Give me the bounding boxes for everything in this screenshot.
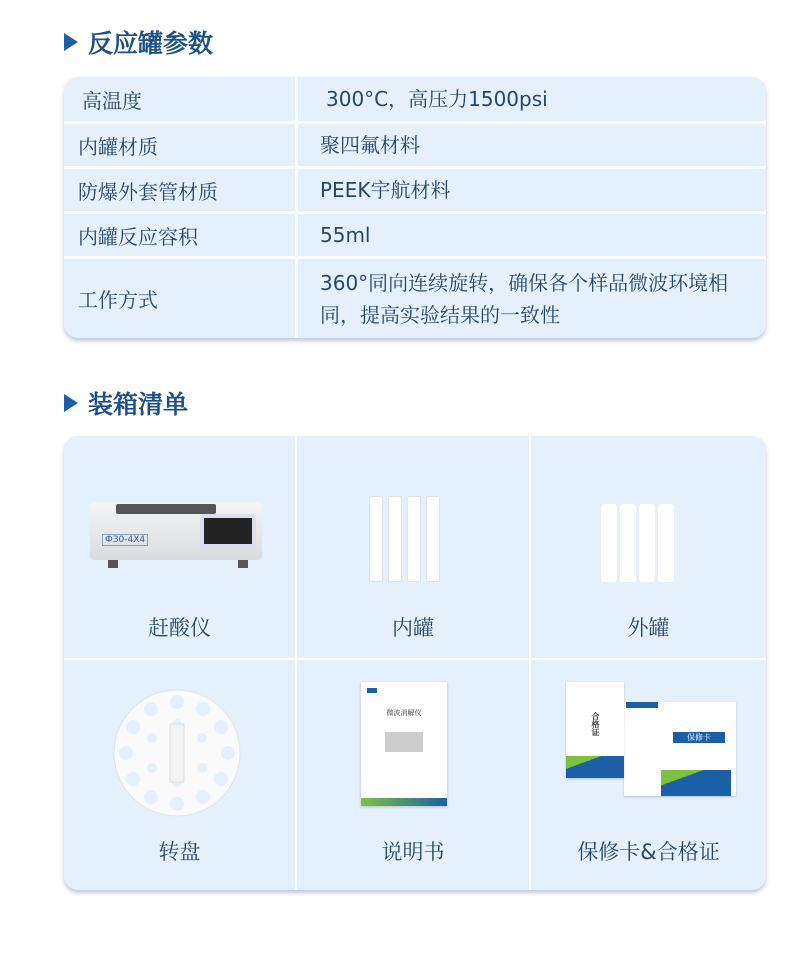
row-key: 内罐反应容积 (64, 214, 298, 256)
table-row (64, 259, 766, 338)
packing-grid (64, 436, 766, 890)
row-value: 55ml (320, 223, 371, 247)
heading-text: 装箱清单 (88, 390, 189, 419)
section-heading-packing (64, 385, 188, 421)
outer-tank-image (601, 504, 677, 582)
row-key: 防爆外套管材质 (64, 169, 298, 211)
row-key: 高温度 (64, 77, 298, 121)
acid-evaporator-image (88, 502, 264, 572)
row-value: 聚四氟材料 (320, 133, 420, 157)
turntable-image (112, 688, 242, 818)
row-key: 内罐材质 (64, 124, 298, 166)
item-label: 内罐 (392, 616, 434, 640)
params-table (64, 77, 766, 338)
certificate-text: 合格证 (591, 712, 600, 736)
triangle-icon (64, 394, 78, 412)
packing-item-acid-evaporator (64, 436, 297, 660)
row-key: 工作方式 (64, 259, 298, 338)
section-heading-params (64, 24, 213, 60)
warranty-certificate-image (566, 682, 736, 802)
manual-image (361, 682, 447, 806)
table-row (64, 77, 766, 124)
packing-item-outer-tank (531, 436, 766, 660)
item-label: 转盘 (158, 840, 201, 864)
packing-item-inner-tank (297, 436, 531, 660)
row-value: 360°同向连续旋转，确保各个样品微波环境相同，提高实验结果的一致性 (320, 270, 729, 327)
device-label: ФЗ0-4X4 (102, 534, 148, 546)
manual-cover-title: 微波消解仪 (386, 709, 422, 717)
table-row (64, 214, 766, 259)
inner-tank-image (369, 496, 445, 582)
packing-item-manual (297, 660, 531, 890)
item-label: 赶酸仪 (148, 616, 211, 640)
warranty-text: 保修卡 (673, 732, 725, 743)
table-row (64, 124, 766, 169)
row-value: PEEK宇航材料 (320, 178, 451, 202)
packing-item-turntable (64, 660, 297, 890)
triangle-icon (64, 33, 78, 51)
packing-item-warranty-certificate (531, 660, 766, 890)
item-label: 说明书 (381, 840, 445, 864)
item-label: 保修卡&合格证 (577, 840, 720, 864)
table-row (64, 169, 766, 214)
heading-text: 反应罐参数 (88, 29, 214, 58)
item-label: 外罐 (627, 616, 670, 640)
row-value: 300°C，高压力1500psi (326, 87, 548, 111)
